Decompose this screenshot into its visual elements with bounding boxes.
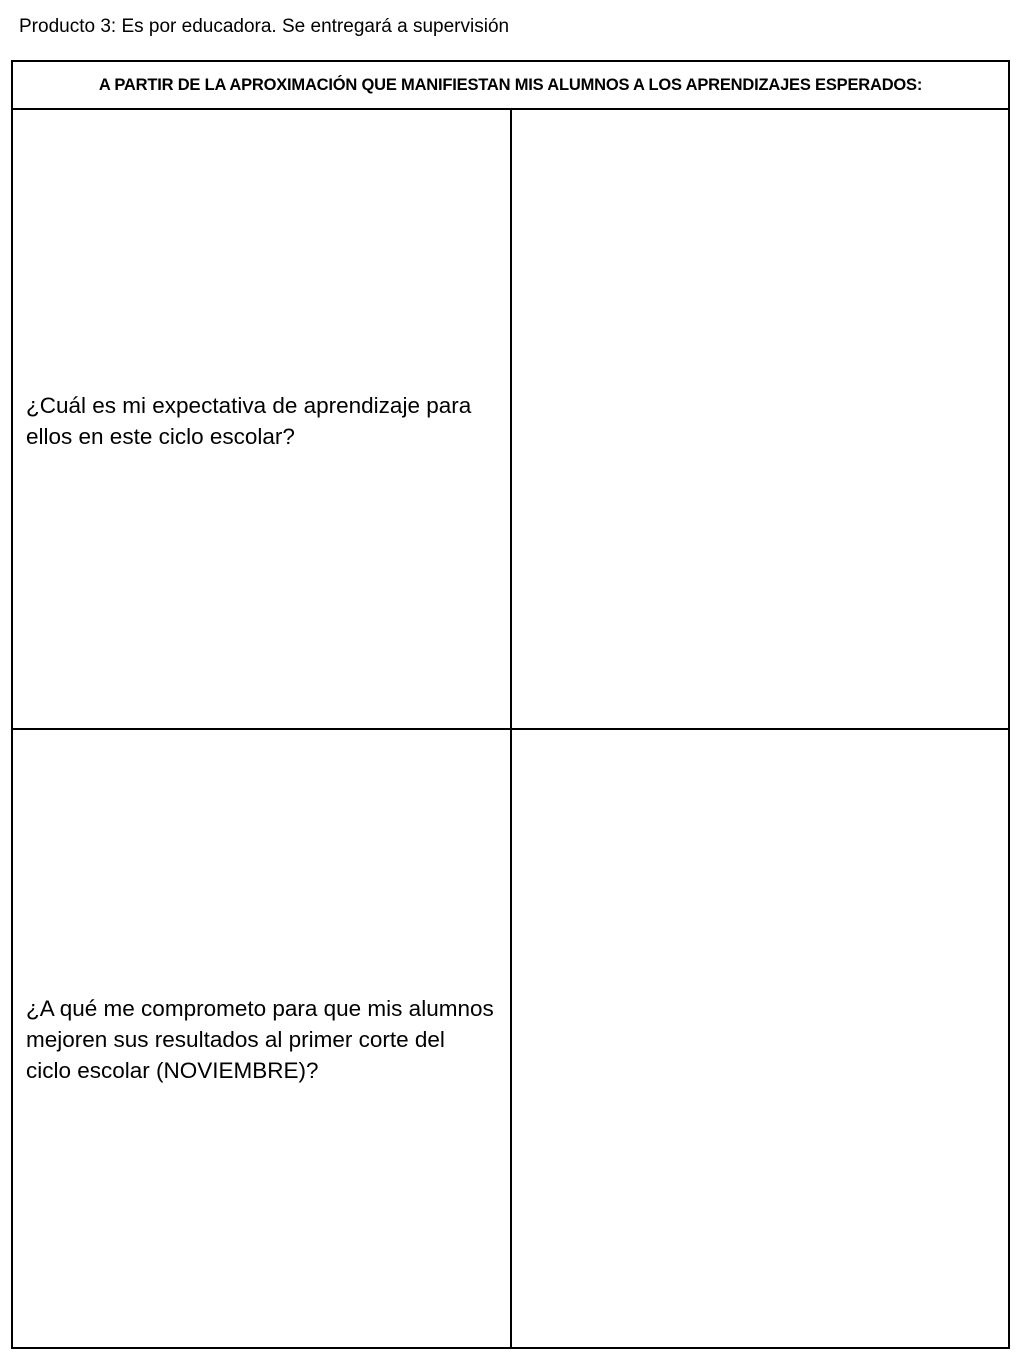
answer-cell-expectativa[interactable]	[512, 110, 1008, 730]
question-cell-compromiso	[13, 730, 512, 1347]
answer-cell-compromiso[interactable]	[512, 730, 1008, 1347]
table-header	[13, 62, 1008, 110]
question-compromiso: ¿A qué me comprometo para que mis alumnos mejoren sus resultados al primer corte del ciclo escolar (NOVIEMBRE)?	[26, 996, 494, 1083]
document-note: Producto 3: Es por educadora. Se entregará a supervisión	[19, 16, 510, 37]
question-expectativa: ¿Cuál es mi expectativa de aprendizaje para ellos en este ciclo escolar?	[26, 393, 472, 449]
worksheet-table	[11, 60, 1010, 1349]
question-cell-expectativa	[13, 110, 512, 730]
table-header-text: A PARTIR DE LA APROXIMACIÓN QUE MANIFIESTAN MIS ALUMNOS A LOS APRENDIZAJES ESPERADOS:	[98, 75, 923, 94]
